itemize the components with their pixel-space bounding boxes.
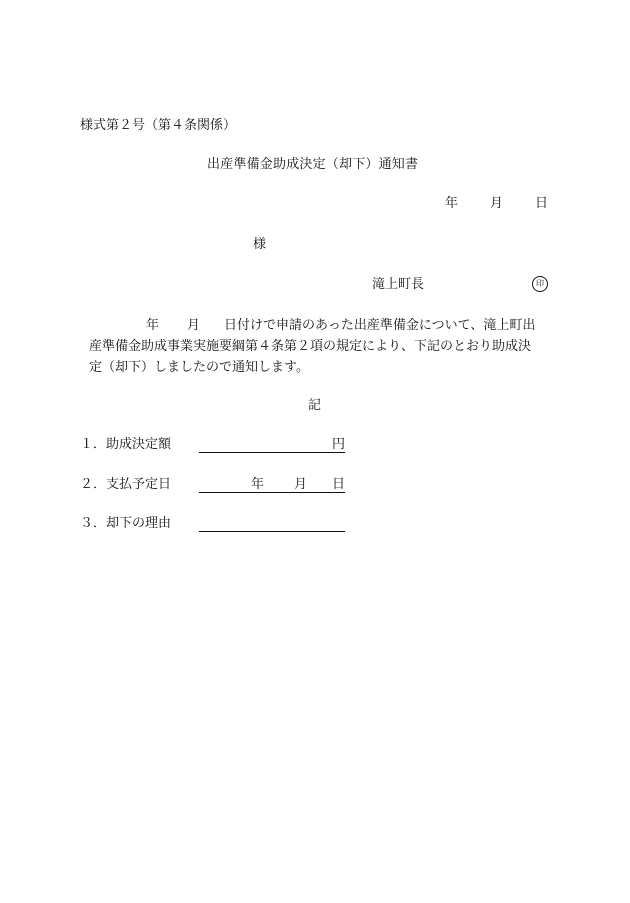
issuer bbox=[372, 277, 548, 293]
seal-mark-icon: 印 bbox=[532, 276, 548, 292]
item-grant-amount bbox=[80, 437, 345, 455]
body-line-3: 定（却下）しましたので通知します。 bbox=[89, 360, 309, 375]
item-number: ３． bbox=[80, 516, 107, 531]
payment-month-label: 月 bbox=[294, 477, 308, 492]
issue-date bbox=[445, 196, 548, 212]
item-number: １． bbox=[80, 437, 107, 452]
item-label: 助成決定額 bbox=[106, 437, 172, 452]
item-rejection-reason bbox=[80, 516, 198, 534]
item-number: ２． bbox=[80, 477, 107, 492]
item-label: 支払予定日 bbox=[106, 477, 172, 492]
body-year-label: 年 bbox=[146, 318, 160, 333]
body-line-2: 産準備金助成事業実施要綱第４条第２項の規定により、下記のとおり助成決 bbox=[89, 339, 532, 354]
addressee-suffix: 様 bbox=[253, 237, 267, 252]
body-month-label: 月 bbox=[187, 318, 201, 333]
payment-year-label: 年 bbox=[251, 477, 265, 492]
item-payment-date bbox=[80, 477, 345, 495]
date-month-label: 月 bbox=[489, 196, 503, 211]
notice-body bbox=[80, 315, 552, 378]
body-line-1 bbox=[80, 315, 552, 336]
body-line-1-text: 日付けで申請のあった出産準備金について、滝上町出 bbox=[224, 318, 536, 333]
ki-heading: 記 bbox=[308, 398, 322, 413]
item-label: 却下の理由 bbox=[106, 516, 172, 531]
date-year-label: 年 bbox=[444, 196, 458, 211]
document-title: 出産準備金助成決定（却下）通知書 bbox=[207, 157, 419, 172]
yen-unit: 円 bbox=[331, 437, 345, 452]
date-day-label: 日 bbox=[534, 196, 548, 211]
payment-date-field bbox=[199, 477, 345, 493]
rejection-reason-field bbox=[199, 516, 345, 532]
issuer-name: 滝上町長 bbox=[371, 277, 424, 292]
form-number: 様式第２号（第４条関係） bbox=[80, 118, 237, 133]
grant-amount-field bbox=[199, 437, 345, 453]
payment-day-label: 日 bbox=[331, 477, 345, 492]
